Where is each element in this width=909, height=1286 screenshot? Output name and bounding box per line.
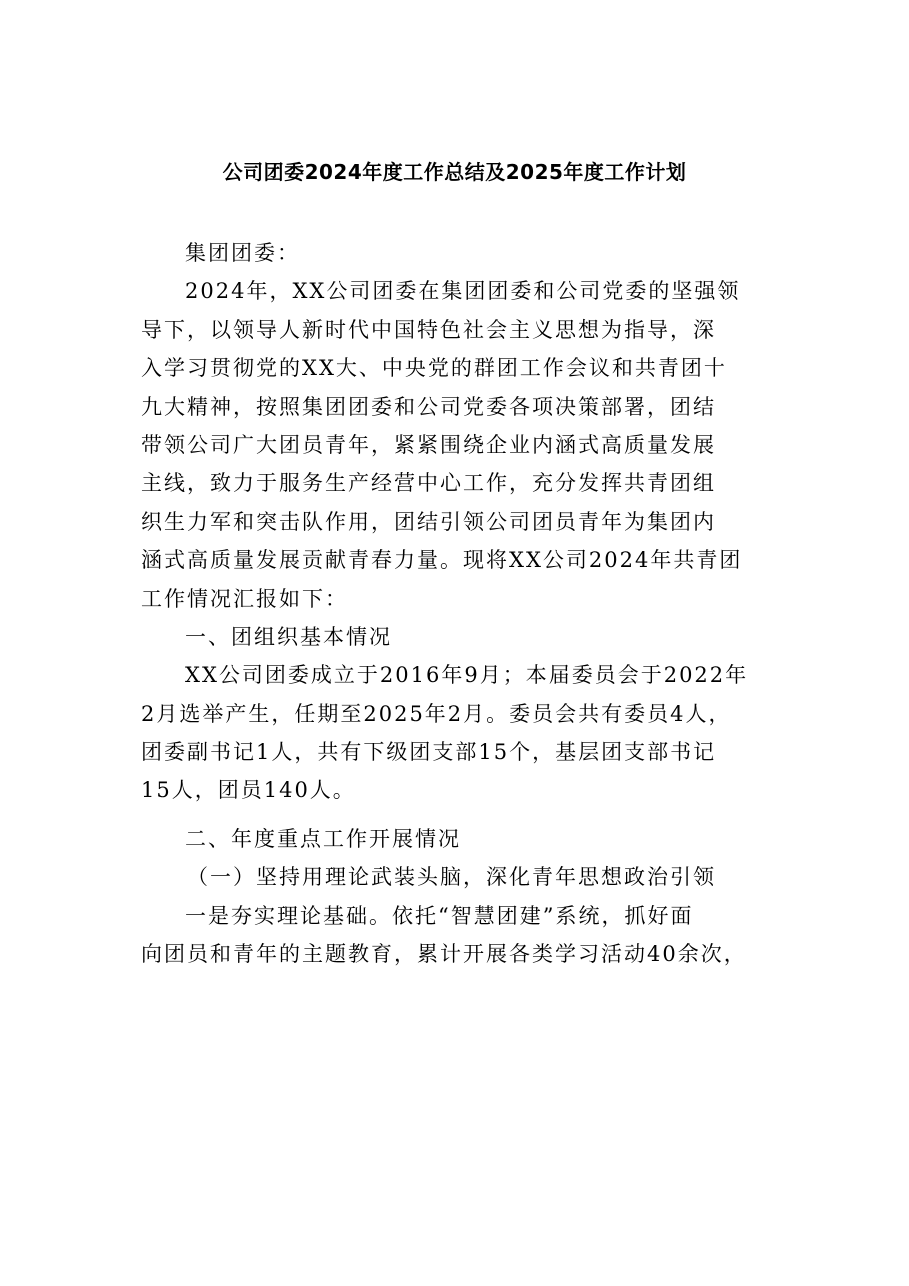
- document-title: 公司团委2024年度工作总结及2025年度工作计划: [222, 160, 687, 184]
- salutation: 集团团委：: [185, 241, 300, 265]
- section1-paragraph: [141, 656, 781, 810]
- paragraph-line: 带领公司广大团员青年，紧紧围绕企业内涵式高质量发展: [141, 432, 716, 457]
- paragraph-line: 15人，团员140人。: [141, 778, 356, 803]
- paragraph-line: 向团员和青年的主题教育，累计开展各类学习活动40余次，: [141, 942, 747, 967]
- section-heading: 一、团组织基本情况: [185, 624, 392, 649]
- paragraph-line: 导下，以领导人新时代中国特色社会主义思想为指导，深: [141, 317, 716, 342]
- subsection-heading: （一）坚持用理论武装头脑，深化青年思想政治引领: [187, 865, 716, 890]
- section-heading: 二、年度重点工作开展情况: [185, 826, 461, 851]
- intro-paragraph: [141, 272, 781, 618]
- paragraph-line: 织生力军和突击队作用，团结引领公司团员青年为集团内: [141, 509, 716, 534]
- paragraph-line: 主线，致力于服务生产经营中心工作，充分发挥共青团组: [141, 471, 716, 496]
- paragraph-line: 工作情况汇报如下：: [141, 586, 348, 611]
- paragraph-line: 入学习贯彻党的XX大、中央党的群团工作会议和共青团十: [141, 356, 727, 381]
- paragraph-line: 九大精神，按照集团团委和公司党委各项决策部署，团结: [141, 394, 716, 419]
- paragraph-line: 一是夯实理论基础。依托“智慧团建”系统，抓好面: [185, 903, 694, 928]
- document-body: [141, 234, 781, 973]
- paragraph-line: 涵式高质量发展贡献青春力量。现将XX公司2024年共青团: [141, 548, 743, 573]
- paragraph-line: 2024年，XX公司团委在集团团委和公司党委的坚强领: [185, 279, 741, 304]
- paragraph-line: 团委副书记1人，共有下级团支部15个，基层团支部书记: [141, 740, 717, 765]
- paragraph-line: XX公司团委成立于2016年9月；本届委员会于2022年: [185, 663, 749, 688]
- paragraph-line: 2月选举产生，任期至2025年2月。委员会共有委员4人，: [141, 701, 732, 726]
- subsection1-paragraph: [141, 897, 781, 974]
